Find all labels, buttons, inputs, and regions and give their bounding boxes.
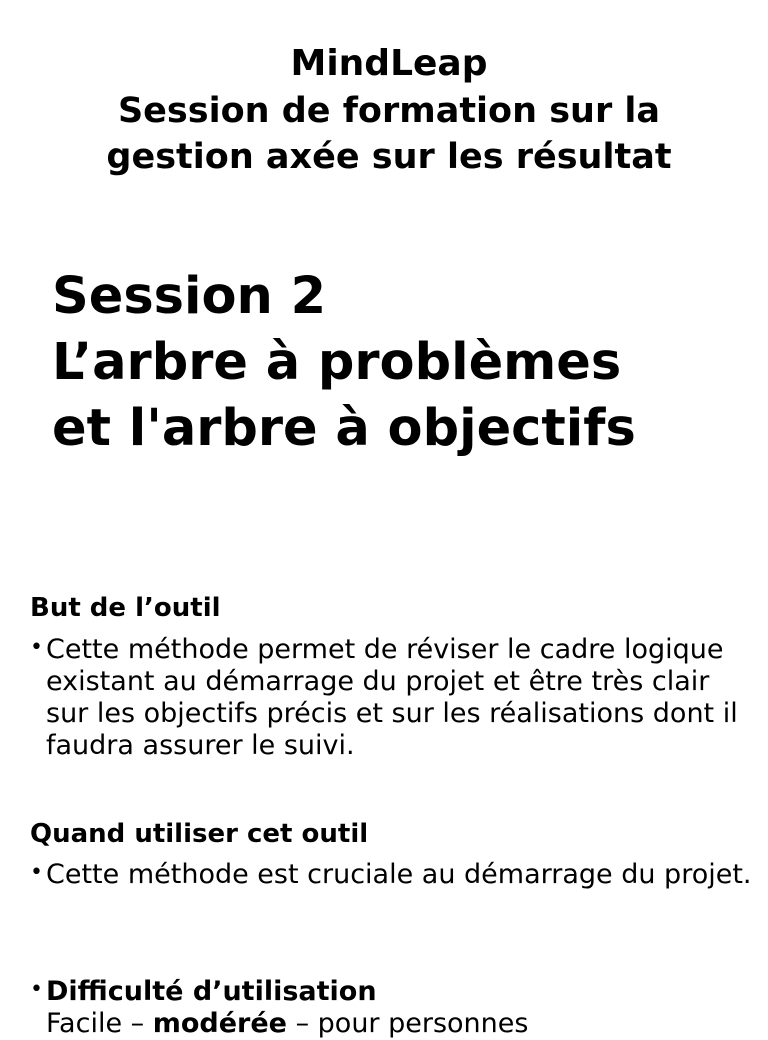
bullet-icon: • — [30, 860, 43, 885]
when-bullet-text: Cette méthode est cruciale au démarrage du projet. — [46, 859, 752, 890]
difficulty-label: Difficulté d’utilisation — [46, 976, 377, 1007]
session-title — [52, 264, 762, 462]
brand-title: MindLeap — [290, 43, 488, 84]
when-heading: Quand utiliser cet outil — [30, 819, 369, 849]
subtitle-line-2: gestion axée sur les résultat — [106, 137, 672, 177]
session-name-line-2: et l'arbre à objectifs — [52, 399, 636, 458]
bullet-icon: • — [30, 635, 43, 660]
purpose-bullet — [30, 634, 758, 762]
subtitle-line-1: Session de formation sur la — [117, 91, 661, 131]
difficulty-content — [46, 976, 758, 1040]
bullet-icon: • — [30, 977, 43, 1002]
difficulty-text-end: – pour personnes — [287, 1008, 529, 1039]
session-number: Session 2 — [52, 267, 327, 326]
when-bullet — [30, 859, 758, 891]
difficulty-text-start: Facile – — [46, 1008, 153, 1039]
session-name-line-1: L’arbre à problèmes — [52, 333, 622, 392]
purpose-bullet-text: Cette méthode permet de réviser le cadre logique existant au démarrage du projet et être très clair sur les objectifs précis et sur les réalisations dont il faudra assurer le suivi. — [46, 634, 738, 761]
difficulty-bullet — [30, 976, 758, 1040]
document-header — [0, 40, 768, 180]
difficulty-text-bold: modérée — [152, 1008, 287, 1039]
purpose-heading: But de l’outil — [30, 593, 221, 623]
